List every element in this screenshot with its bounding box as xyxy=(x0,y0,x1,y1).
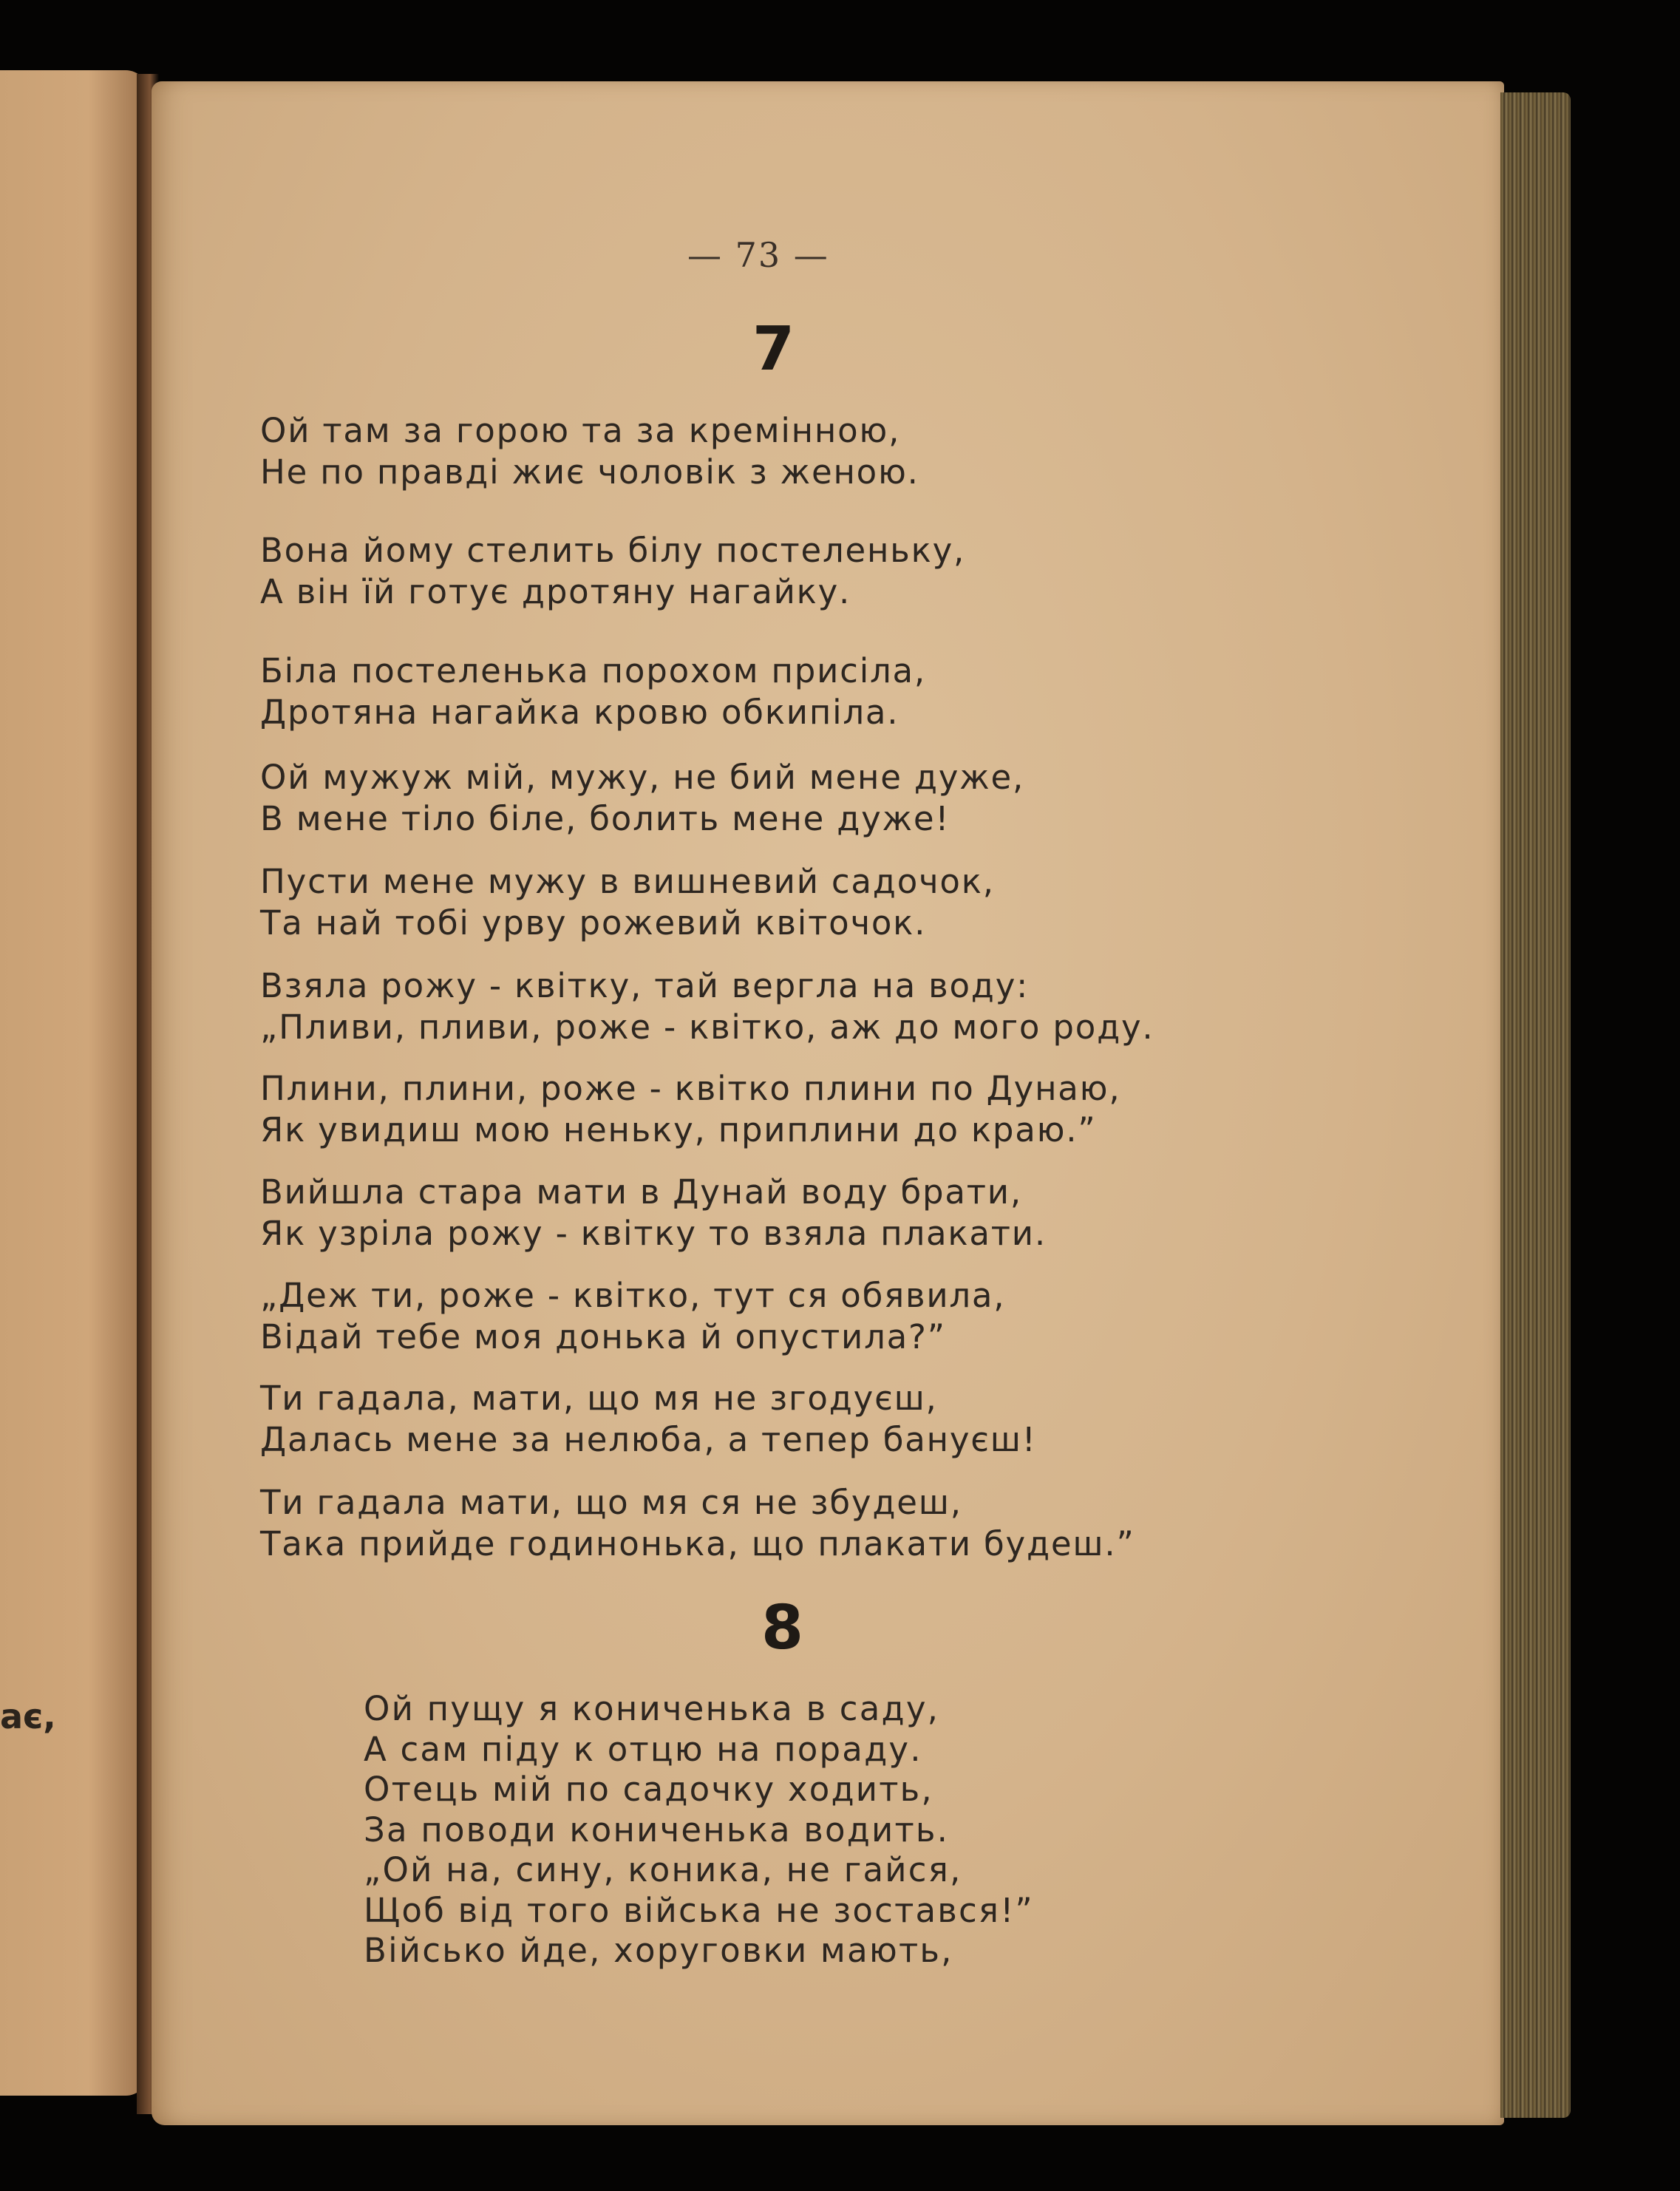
verse-line: Дротяна нагайка кровю обкипіла. xyxy=(260,693,899,732)
verse-line: Ой там за горою та за кремінною, xyxy=(260,411,901,450)
stanza xyxy=(260,410,919,493)
stanza xyxy=(260,965,1154,1048)
verse-line: Плини, плини, роже - квітко плини по Дунаю, xyxy=(260,1069,1121,1108)
verse-line: „Пливи, пливи, роже - квітко, аж до мого роду. xyxy=(260,1008,1154,1047)
verse-line: Отець мій по садочку ходить, xyxy=(364,1770,933,1809)
poem-8-body xyxy=(364,1689,1034,1971)
verse-line: А він їй готує дротяну нагайку. xyxy=(260,572,851,611)
verse-line: Ой мужуж мій, мужу, не бий мене дуже, xyxy=(260,758,1025,797)
verse-line: Пусти мене мужу в вишневий садочок, xyxy=(260,862,995,901)
verse-line: „Деж ти, роже - квітко, тут ся обявила, xyxy=(260,1276,1006,1315)
verse-line: Як узріла рожу - квітку то взяла плакати. xyxy=(260,1214,1047,1253)
verse-line: Далась мене за нелюба, а тепер бануєш! xyxy=(260,1420,1037,1459)
verse-line: Не по правді жиє чоловік з женою. xyxy=(260,452,919,492)
verse-line: Ти гадала, мати, що мя не згодуєш, xyxy=(260,1379,938,1418)
stanza xyxy=(260,757,1024,840)
verse-line: Щоб від того війська не зостався!” xyxy=(364,1890,1034,1930)
stanza xyxy=(260,861,995,944)
stanza xyxy=(260,1275,1005,1358)
verse-line: Біла постеленька порохом присіла, xyxy=(260,651,927,690)
verse-line: Вона йому стелить білу постеленьку, xyxy=(260,531,966,570)
page-number: — 73 — xyxy=(687,235,829,275)
verse-line: Ой пущу я кониченька в саду, xyxy=(364,1689,940,1728)
verse-line: Відай тебе моя донька й опустила?” xyxy=(260,1317,946,1356)
verse-line: А сам піду к отцю на пораду. xyxy=(364,1729,922,1769)
verse-line: Вийшла стара мати в Дунай воду брати, xyxy=(260,1172,1022,1212)
verse-line: Військо йде, хоруговки мають, xyxy=(364,1931,953,1970)
stanza xyxy=(260,1482,1135,1565)
stanza xyxy=(260,1172,1047,1254)
poem-7-heading: 7 xyxy=(752,314,795,384)
verse-line: „Ой на, сину, коника, не гайся, xyxy=(364,1850,962,1889)
verse-line: За поводи кониченька водить. xyxy=(364,1810,950,1849)
verse-line: Та най тобі урву рожевий квіточок. xyxy=(260,903,927,942)
book-fore-edge xyxy=(1500,92,1571,2118)
stanza xyxy=(260,1068,1120,1151)
poem-8-heading: 8 xyxy=(761,1593,804,1663)
verse-line: В мене тіло біле, болить мене дуже! xyxy=(260,799,950,838)
left-page-edge xyxy=(0,70,148,2096)
verse-line: Така прийде годинонька, що плакати будеш.” xyxy=(260,1524,1135,1563)
stanza xyxy=(260,650,926,733)
stanza xyxy=(260,530,965,613)
verse-line: Як увидиш мою неньку, приплини до краю.” xyxy=(260,1110,1097,1149)
verse-line: Ти гадала мати, що мя ся не збудеш, xyxy=(260,1483,962,1522)
verse-line: Взяла рожу - квітку, тай вергла на воду: xyxy=(260,966,1030,1005)
stanza xyxy=(260,1378,1037,1461)
left-page-text-fragment: ає, xyxy=(0,1696,56,1736)
